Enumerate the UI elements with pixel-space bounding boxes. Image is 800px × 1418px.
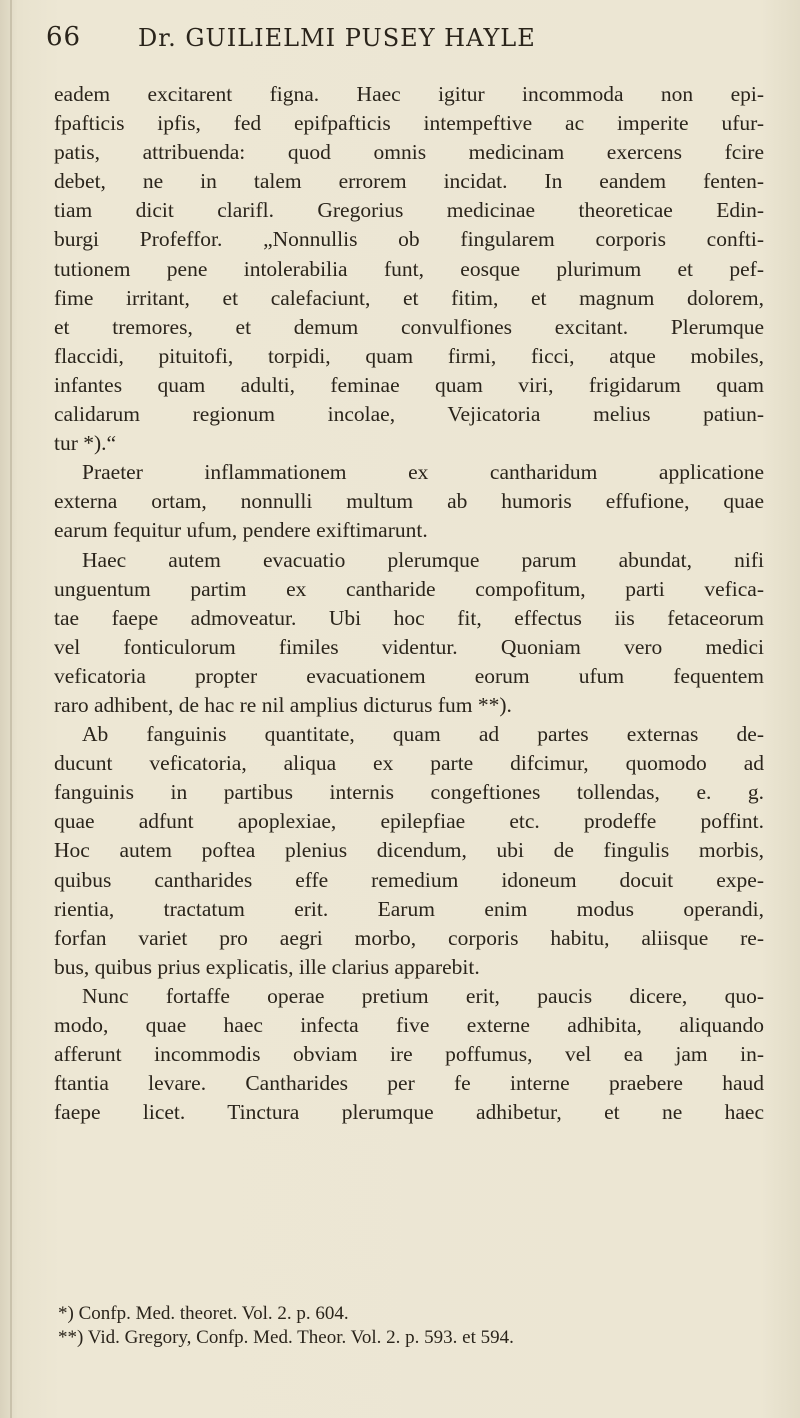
- text-line: tiam dicit clarifl. Gregorius medicinae theoreticae Edin-: [54, 198, 764, 223]
- text-line: tae faepe admoveatur. Ubi hoc fit, effectus iis fetaceorum: [54, 605, 764, 630]
- text-line: bus, quibus prius explicatis, ille clarius apparebit.: [54, 954, 480, 979]
- page-number: 66: [46, 22, 82, 52]
- text-line: Haec autem evacuatio plerumque parum abundat, nifi: [82, 547, 764, 572]
- footnotes: [58, 1302, 758, 1350]
- text-line: Ab fanguinis quantitate, quam ad partes externas de-: [82, 722, 764, 747]
- text-line: externa ortam, nonnulli multum ab humoris effufione, quae: [54, 489, 764, 514]
- text-line: flaccidi, pituitofi, torpidi, quam firmi, ficci, atque mobiles,: [54, 343, 764, 368]
- text-line: calidarum regionum incolae, Vejicatoria melius patiun-: [54, 402, 764, 427]
- text-line: eadem excitarent figna. Haec igitur incommoda non epi-: [54, 82, 764, 106]
- text-line: Praeter inflammationem ex cantharidum applicatione: [82, 460, 764, 485]
- text-line: fanguinis in partibus internis congeftiones tollendas, e. g.: [54, 780, 764, 805]
- text-line: fime irritant, et calefaciunt, et fitim, et magnum dolorem,: [54, 285, 764, 310]
- text-line: ducunt veficatoria, aliqua ex parte difcimur, quomodo ad: [54, 751, 764, 776]
- text-line: fpafticis ipfis, fed epifpafticis intempeftive ac imperite ufur-: [54, 111, 764, 136]
- text-line: veficatoria propter evacuationem eorum ufum fequentem: [54, 663, 764, 688]
- text-line: infantes quam adulti, feminae quam viri, frigidarum quam: [54, 372, 764, 397]
- text-line: forfan variet pro aegri morbo, corporis habitu, aliisque re-: [54, 925, 764, 950]
- text-line: modo, quae haec infecta five externe adhibita, aliquando: [54, 1013, 764, 1037]
- body-text: [54, 80, 764, 1127]
- text-line: earum fequitur ufum, pendere exiftimarunt.: [54, 518, 428, 543]
- text-line: ftantia levare. Cantharides per fe interne praebere haud: [54, 1071, 764, 1096]
- text-line: raro adhibent, de hac re nil amplius dicturus fum **).: [54, 692, 512, 717]
- running-head: Dr. GUILIELMI PUSEY HAYLE: [138, 24, 536, 52]
- text-line: debet, ne in talem errorem incidat. In eandem fenten-: [54, 169, 764, 194]
- text-line: patis, attribuenda: quod omnis medicinam exercens fcire: [54, 140, 764, 165]
- page-gutter: [10, 0, 12, 1418]
- text-line: burgi Profeffor. „Nonnullis ob fingularem corporis confti-: [54, 227, 764, 252]
- text-line: vel fonticulorum fimiles videntur. Quoniam vero medici: [54, 634, 764, 659]
- text-line: tur *).“: [54, 431, 117, 456]
- text-line: rientia, tractatum erit. Earum enim modus operandi,: [54, 896, 764, 921]
- text-line: tutionem pene intolerabilia funt, eosque plurimum et pef-: [54, 256, 764, 281]
- text-line: faepe licet. Tinctura plerumque adhibetur, et ne haec: [54, 1100, 764, 1125]
- page-header: [46, 22, 766, 62]
- text-line: quibus cantharides effe remedium idoneum docuit expe-: [54, 867, 764, 892]
- text-line: Hoc autem poftea plenius dicendum, ubi de fingulis morbis,: [54, 838, 764, 863]
- footnote: *) Confp. Med. theoret. Vol. 2. p. 604.: [58, 1303, 349, 1324]
- footnote: **) Vid. Gregory, Confp. Med. Theor. Vol. 2. p. 593. et 594.: [58, 1327, 514, 1348]
- text-line: afferunt incommodis obviam ire poffumus, vel ea jam in-: [54, 1042, 764, 1067]
- text-line: Nunc fortaffe operae pretium erit, paucis dicere, quo-: [82, 983, 764, 1008]
- text-line: et tremores, et demum convulfiones excitant. Plerumque: [54, 314, 764, 339]
- text-line: quae adfunt apoplexiae, epilepfiae etc. prodeffe poffint.: [54, 809, 764, 834]
- text-line: unguentum partim ex cantharide compofitum, parti vefica-: [54, 576, 764, 601]
